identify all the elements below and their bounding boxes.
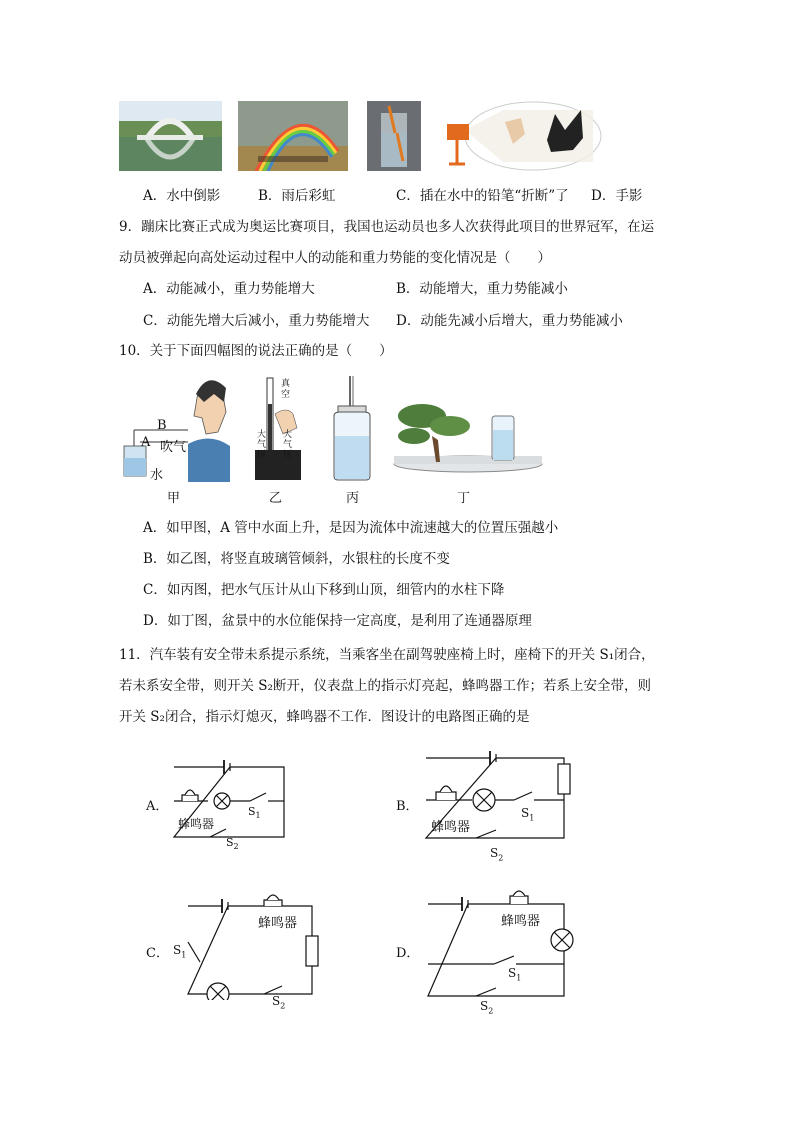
circuit-a-s2: [226, 836, 239, 851]
circuit-c-s2: [272, 994, 285, 1010]
jia-label-a: A: [141, 435, 151, 450]
circuit-b-s2: [490, 846, 503, 862]
s1-sub: 1: [181, 950, 187, 960]
circuit-d: [424, 882, 574, 1002]
jia-label-chuiqi: 吹气: [160, 440, 187, 455]
circuit-a-label: A．: [146, 799, 169, 814]
caption-jia: 甲: [167, 491, 181, 506]
q10-option-b: B．如乙图，将竖直玻璃管倾斜，水银柱的长度不变: [143, 551, 450, 567]
q9-option-b: B．动能增大，重力势能减小: [396, 281, 568, 297]
s1-sub: 1: [255, 811, 261, 821]
q8-option-b: B．雨后彩虹: [258, 188, 336, 204]
q9-stem-line2: 动员被弹起向高处运动过程中人的动能和重力势能的变化情况是（ ）: [119, 250, 551, 266]
caption-ding: 丁: [457, 491, 471, 506]
yi-label-zhen: 真: [281, 379, 291, 389]
figure-jia: [118, 372, 233, 482]
s1-letter: S: [521, 806, 530, 820]
circuit-b-buzzer: 蜂鸣器: [431, 820, 471, 835]
q11-line1: 11．汽车装有安全带未系提示系统，当乘客坐在副驾驶座椅上时，座椅下的开关 S₁闭合，: [119, 647, 655, 663]
s1-letter: S: [173, 943, 182, 957]
jia-label-shui: 水: [150, 468, 164, 483]
q10-option-c: C．如丙图，把水气压计从山下移到山顶，细管内的水柱下降: [143, 582, 505, 598]
circuit-b-label: B．: [396, 799, 419, 814]
q9-option-d: D．动能先减小后增大，重力势能减小: [396, 313, 623, 329]
s2-letter: S: [480, 999, 489, 1013]
circuit-a-s1: [248, 805, 261, 820]
q11-line3: 开关 S₂闭合，指示灯熄灭，蜂鸣器不工作．图设计的电路图正确的是: [119, 709, 530, 725]
q9-stem-line1: 9．蹦床比赛正式成为奥运比赛项目，我国也运动员也多人次获得此项目的世界冠军，在运: [119, 219, 655, 235]
figure-ding: [392, 396, 544, 476]
circuit-d-label: D．: [396, 946, 420, 961]
circuit-d-s2: [480, 999, 493, 1015]
q8-option-d: D．手影: [591, 188, 643, 204]
circuit-b-s1: [521, 806, 534, 822]
circuit-c-s1: [173, 943, 186, 959]
yi-label-daqiya-left: 大气压: [257, 430, 267, 460]
s1-sub: 1: [516, 973, 522, 983]
s2-sub: 2: [498, 853, 504, 863]
q11-line2: 若未系安全带，则开关 S₂断开，仪表盘上的指示灯亮起，蜂鸣器工作；若系上安全带，则: [119, 678, 651, 694]
s2-letter: S: [272, 994, 281, 1008]
circuit-c-label: C．: [146, 946, 169, 961]
s2-letter: S: [226, 836, 234, 849]
photo-hand-shadow: [443, 100, 603, 172]
photo-pencil-in-water: [367, 101, 421, 171]
s1-letter: S: [248, 805, 256, 818]
circuit-c-buzzer: 蜂鸣器: [258, 916, 298, 931]
q9-option-a: A．动能减小，重力势能增大: [143, 281, 315, 297]
q8-option-c: C．插在水中的铅笔“折断”了: [396, 188, 569, 204]
q9-option-c: C．动能先增大后减小，重力势能增大: [143, 313, 370, 329]
s2-letter: S: [490, 846, 499, 860]
q10-option-a: A．如甲图，A 管中水面上升，是因为流体中流速越大的位置压强越小: [143, 520, 559, 536]
figure-bing: [328, 376, 378, 484]
caption-yi: 乙: [269, 491, 283, 506]
circuit-a: [170, 757, 290, 847]
s2-sub: 2: [280, 1001, 286, 1011]
q10-option-d: D．如丁图，盆景中的水位能保持一定高度，是利用了连通器原理: [143, 613, 532, 629]
s1-letter: S: [508, 966, 517, 980]
caption-bing: 丙: [346, 491, 360, 506]
circuit-c: [180, 890, 320, 1000]
circuit-a-buzzer: 蜂鸣器: [178, 817, 215, 831]
s1-sub: 1: [529, 813, 535, 823]
q10-stem: 10．关于下面四幅图的说法正确的是（ ）: [119, 343, 393, 359]
photo-rainbow: [238, 101, 348, 171]
yi-label-kong: 空: [281, 390, 291, 400]
figure-yi: [253, 374, 303, 484]
s2-sub: 2: [233, 842, 239, 852]
q8-option-a: A．水中倒影: [143, 188, 221, 204]
yi-label-daqiya-right: 大气压: [283, 430, 293, 460]
photo-bridge-reflection: [119, 101, 222, 171]
s2-sub: 2: [488, 1006, 494, 1016]
circuit-d-s1: [508, 966, 521, 982]
circuit-d-buzzer: 蜂鸣器: [501, 914, 541, 929]
jia-label-b: B: [157, 418, 167, 433]
